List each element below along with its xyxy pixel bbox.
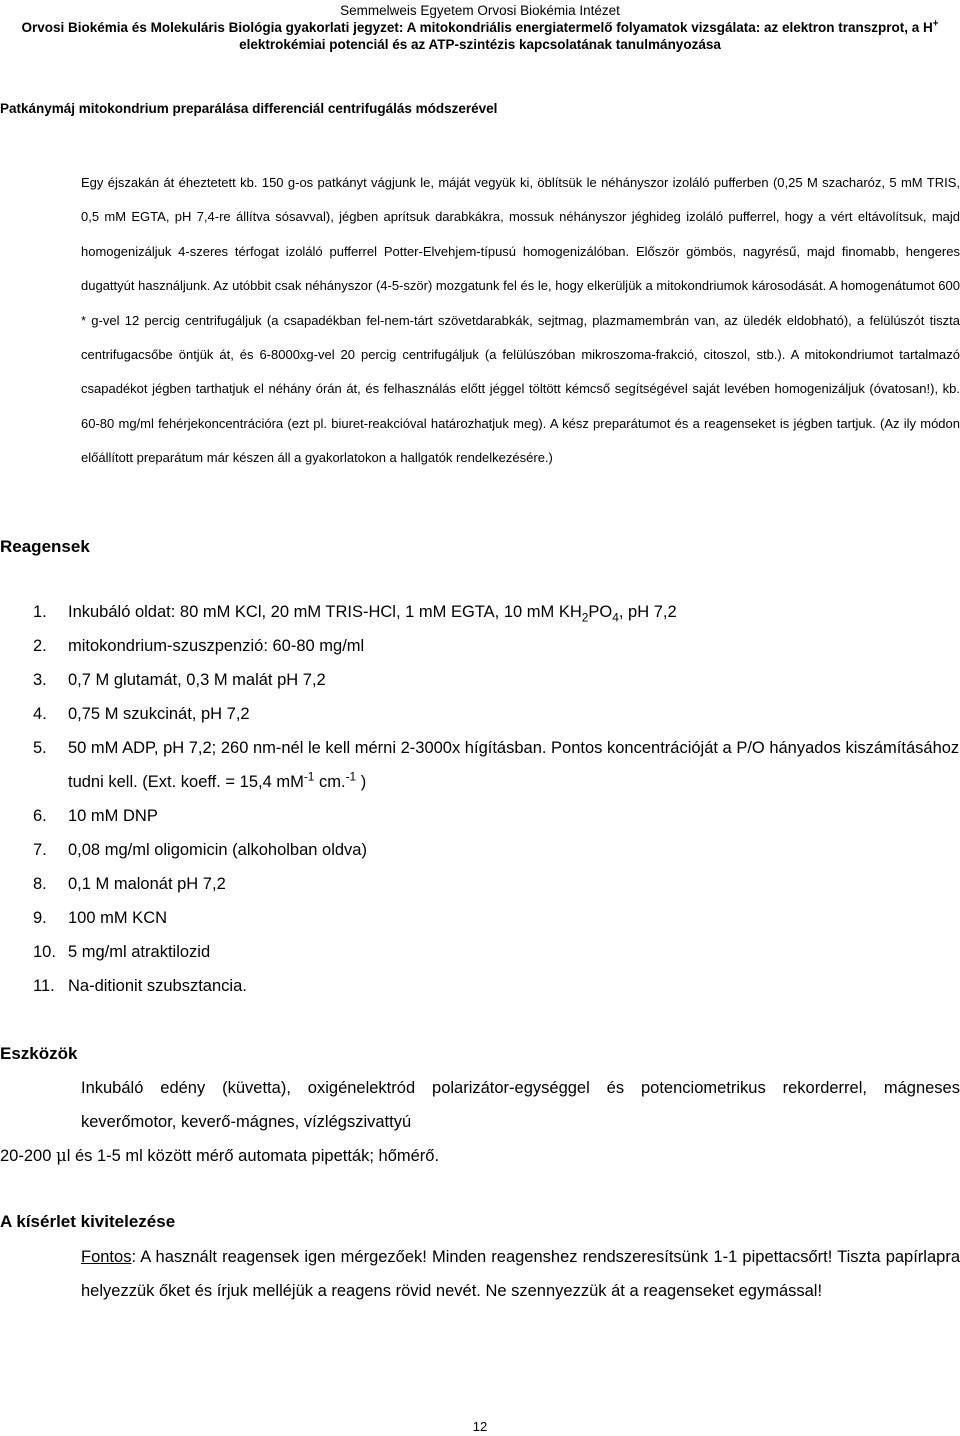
item-number: 4. xyxy=(33,705,47,723)
item-text: 100 mM KCN xyxy=(68,909,168,927)
list-item xyxy=(33,969,960,1003)
prep-section-body xyxy=(0,166,960,476)
tools-line-2-prefix: 20-200 xyxy=(0,1147,56,1165)
item-number: 3. xyxy=(33,671,47,689)
item-text: 0,7 M glutamát, 0,3 M malát pH 7,2 xyxy=(68,671,326,689)
list-item xyxy=(33,697,960,731)
list-item xyxy=(33,867,960,901)
reagents-list xyxy=(33,595,960,1003)
reagents-heading: Reagensek xyxy=(0,537,90,556)
item-text: 0,1 M malonát pH 7,2 xyxy=(68,875,226,893)
tools-line-1: Inkubáló edény (küvetta), oxigénelektród polarizátor-egységgel és potenciometrikus rekorderrel, mágneses keverőmotor, keverő-mágnes, vízlégszivattyú xyxy=(81,1079,960,1131)
subscript: 2 xyxy=(581,610,589,625)
item-text-main: 50 mM ADP, pH 7,2; 260 nm-nél le kell mérni 2-3000x hígításban. Pontos koncentrációját a P/O hányados kiszámításához tudni kell. (Ext. koeff. = 15,4 mM xyxy=(68,739,960,791)
page-number: 12 xyxy=(472,1419,488,1434)
item-number: 1. xyxy=(33,603,47,621)
item-text: 5 mg/ml atraktilozid xyxy=(68,943,211,961)
experiment-paragraph xyxy=(0,1240,960,1308)
subscript: 4 xyxy=(612,610,619,625)
prep-section-title: Patkánymáj mitokondrium preparálása differenciál centrifugálás módszerével xyxy=(0,101,498,116)
item-number: 9. xyxy=(33,909,47,927)
superscript: -1 xyxy=(303,769,315,784)
item-text xyxy=(68,731,960,799)
tools-line-2-rest: l és 1-5 ml között mérő automata pipetták; hőmérő. xyxy=(66,1147,440,1165)
list-item xyxy=(33,629,960,663)
list-item xyxy=(33,731,960,799)
experiment-text: : A használt reagensek igen mérgezőek! Minden reagenshez rendszeresítsünk 1-1 pipettacsőrt! Tiszta papírlapra helyezzük őket és írjuk melléjük a reagens rövid nevét. Ne szennyezzük át a reagenseket egymással! xyxy=(81,1248,960,1300)
item-text-end: ) xyxy=(356,773,367,791)
item-number: 6. xyxy=(33,807,47,825)
item-text: mitokondrium-szuszpenzió: 60-80 mg/ml xyxy=(68,637,365,655)
tools-heading: Eszközök xyxy=(0,1044,78,1063)
item-number: 7. xyxy=(33,841,47,859)
item-text: 10 mM DNP xyxy=(68,807,158,825)
item-text xyxy=(68,595,960,629)
list-item xyxy=(33,799,960,833)
item-text-end: , pH 7,2 xyxy=(618,603,677,621)
superscript: -1 xyxy=(345,769,357,784)
list-item xyxy=(33,935,960,969)
list-item xyxy=(33,901,960,935)
item-text-mid: PO xyxy=(588,603,613,621)
list-item xyxy=(33,663,960,697)
item-number: 2. xyxy=(33,637,47,655)
item-text: Na-ditionit szubsztancia. xyxy=(68,977,247,995)
micro-symbol: μ xyxy=(55,1146,67,1165)
prep-paragraph: Egy éjszakán át éheztetett kb. 150 g-os patkányt vágjunk le, máját vegyük ki, öblítsük le néhányszor izoláló pufferben (0,25 M szacharóz, 5 mM TRIS, 0,5 mM EGTA, pH 7,4-re állítva sósavval), jégben aprítsuk darabkákra, mossuk néhányszor jéghideg izoláló pufferrel, hogy a vért eltávolítsuk, majd homogenizáljuk 4-szeres térfogat izoláló pufferrel Potter-Elvehjem-típusú homogenizálóban. Először gömbös, nagyrésű, majd finomabb, hengeres dugattyút használjunk. Az utóbbit csak néhányszor (4-5-ször) mozgatunk fel és le, hogy elkerüljük a mitokondriumok károsodását. A homogenátumot 600 * g-vel 12 percig centrifugáljuk (a csapadékban fel-nem-tárt szövetdarabkák, sejtmag, plazmamembrán van, az üledék eldobható), a felülúszót tiszta centrifugacsőbe öntjük át, és 6-8000xg-vel 20 percig centrifugáljuk (a felülúszóban mikroszoma-frakció, citoszol, stb.). A mitokondriumot tartalmazó csapadékot jégben tarthatjuk el néhány órán át, és felhasználás előtt jéggel töltött kémcső segítségével saját levében homogenizáljuk (óvatosan!), kb. 60-80 mg/ml fehérjekoncentrációra (ezt pl. biuret-reakcióval határozhatjuk meg). A kész preparátumot és a reagenseket is jégben tartjuk. (Az ily módon előállított preparátum már készen áll a gyakorlatokon a hallgatók rendelkezésére.) xyxy=(81,175,960,466)
document-subtitle xyxy=(0,19,960,53)
item-text: 0,75 M szukcinát, pH 7,2 xyxy=(68,705,250,723)
tools-line-2 xyxy=(0,1139,960,1173)
item-number: 10. xyxy=(33,943,56,961)
experiment-heading: A kísérlet kivitelezése xyxy=(0,1212,176,1231)
item-number: 5. xyxy=(33,739,47,757)
list-item xyxy=(33,595,960,629)
subtitle-part2: elektrokémiai potenciál és az ATP-szintézis kapcsolatának tanulmányozása xyxy=(239,37,721,52)
important-label: Fontos xyxy=(81,1248,132,1266)
institution-name: Semmelweis Egyetem Orvosi Biokémia Intézet xyxy=(340,3,620,18)
item-text-main: Inkubáló oldat: 80 mM KCl, 20 mM TRIS-HCl, 1 mM EGTA, 10 mM KH xyxy=(68,603,582,621)
item-number: 8. xyxy=(33,875,47,893)
item-text-mid: cm. xyxy=(314,773,346,791)
subtitle-superscript: + xyxy=(932,18,939,30)
list-item xyxy=(33,833,960,867)
item-text: 0,08 mg/ml oligomicin (alkoholban oldva) xyxy=(68,841,367,859)
page-header xyxy=(0,0,960,53)
item-number: 11. xyxy=(33,977,55,995)
subtitle-part1: Orvosi Biokémia és Molekuláris Biológia gyakorlati jegyzet: A mitokondriális energiatermelő folyamatok vizsgálata: az elektron transzprot, a H xyxy=(21,20,933,35)
